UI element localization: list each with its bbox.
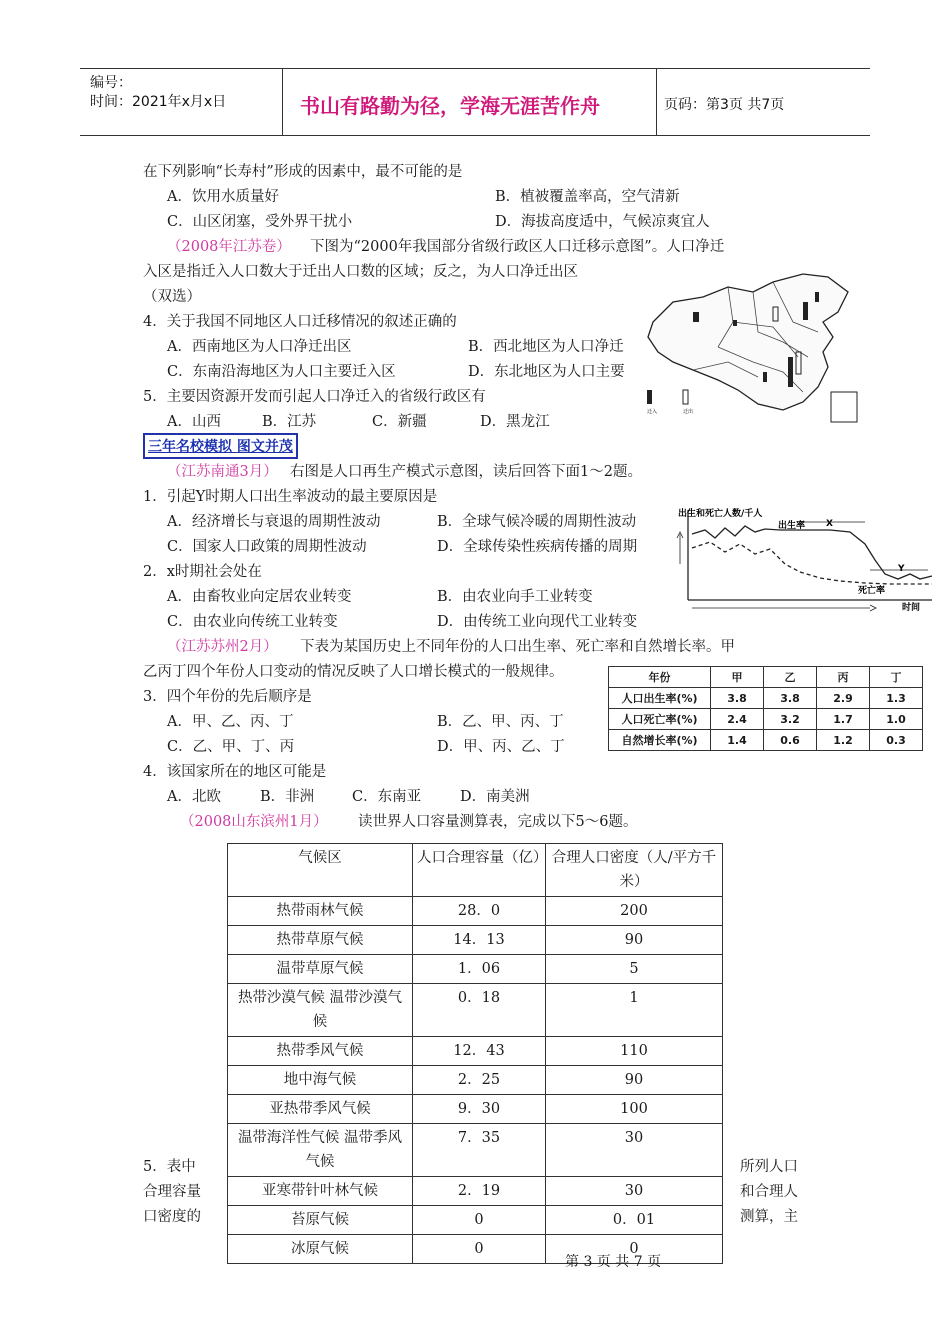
period-x-label: X (826, 519, 833, 529)
option-c: C．东南沿海地区为人口主要迁入区 (167, 364, 396, 380)
table-cell: 2.4 (711, 709, 764, 730)
demographic-table (608, 666, 923, 751)
question-stem: 在下列影响“长寿村”形成的因素中，最不可能的是 (143, 164, 463, 180)
table-cell: 1.0 (870, 709, 923, 730)
table-cell: 自然增长率(%) (609, 730, 711, 751)
option-d: D．南美洲 (460, 789, 530, 805)
option-b: B．全球气候冷暖的周期性波动 (437, 514, 637, 530)
table-cell: 30 (546, 1124, 723, 1177)
page-label: 页码：第3页 共7页 (664, 97, 785, 113)
source-label: （2008年江苏卷） (167, 239, 291, 255)
question-fragment: 和合理人 (740, 1184, 798, 1200)
table-row (609, 688, 923, 709)
table-cell: 200 (546, 897, 723, 926)
option-a: A．西南地区为人口净迁出区 (167, 339, 352, 355)
source-label: （江苏苏州2月） (167, 639, 278, 655)
birth-rate-label: 出生率 (778, 521, 806, 531)
table-cell: 0．18 (413, 984, 546, 1037)
table-cell: 0 (413, 1206, 546, 1235)
source-label: （江苏南通3月） (167, 464, 278, 480)
table-cell: 5 (546, 955, 723, 984)
table-cell: 0．01 (546, 1206, 723, 1235)
table-cell: 1.2 (817, 730, 870, 751)
table-cell: 1.3 (870, 688, 923, 709)
option-a: A．甲、乙、丙、丁 (167, 714, 294, 730)
table-cell: 1.4 (711, 730, 764, 751)
legend-in-label: 迁入 (647, 409, 658, 415)
table-cell: 温带海洋性气候 温带季风气候 (228, 1124, 413, 1177)
question-fragment: 5．表中 (143, 1159, 196, 1175)
option-b: B．江苏 (262, 414, 317, 430)
table-row (228, 897, 723, 926)
table-header-cell: 气候区 (228, 844, 413, 897)
table-header-cell: 人口合理容量（亿） (413, 844, 546, 897)
question-stem: 2．x时期社会处在 (143, 564, 262, 580)
table-cell: 1 (546, 984, 723, 1037)
table-cell: 90 (546, 1066, 723, 1095)
intro-text: 下图为“2000年我国部分省级行政区人口迁移示意图”。人口净迁 (310, 239, 725, 255)
header-top-rule (80, 68, 870, 69)
table-cell: 冰原气候 (228, 1235, 413, 1264)
intro-text: 入区是指迁入人口数大于迁出人口数的区域；反之，为人口净迁出区 (143, 264, 578, 280)
intro-text: （双选） (143, 289, 201, 305)
table-cell: 0 (546, 1235, 723, 1264)
table-cell: 14．13 (413, 926, 546, 955)
table-cell: 28．0 (413, 897, 546, 926)
question-stem: 4．该国家所在的地区可能是 (143, 764, 327, 780)
table-cell: 1.7 (817, 709, 870, 730)
option-c: C．乙、甲、丁、丙 (167, 739, 295, 755)
table-cell: 亚热带季风气候 (228, 1095, 413, 1124)
table-header-cell: 乙 (764, 667, 817, 688)
table-cell: 100 (546, 1095, 723, 1124)
option-b: B．由农业向手工业转变 (437, 589, 593, 605)
table-cell: 0.3 (870, 730, 923, 751)
table-cell: 0.6 (764, 730, 817, 751)
option-d: D．海拔高度适中，气候凉爽宜人 (495, 214, 710, 230)
table-header-cell: 合理人口密度（人/平方千米） (546, 844, 723, 897)
table-cell: 110 (546, 1037, 723, 1066)
china-migration-map (633, 262, 865, 427)
option-c: C．山区闭塞，受外界干扰小 (167, 214, 353, 230)
section-title: 三年名校模拟 图文并茂 (143, 433, 298, 459)
option-a: A．山西 (167, 414, 221, 430)
table-cell: 30 (546, 1177, 723, 1206)
intro-text: 乙丙丁四个年份人口变动的情况反映了人口增长模式的一般规律。 (143, 664, 564, 680)
table-cell: 90 (546, 926, 723, 955)
table-header-row (228, 844, 723, 897)
table-cell: 2．25 (413, 1066, 546, 1095)
serial-label: 编号： (90, 75, 132, 91)
table-row (228, 1095, 723, 1124)
table-row (228, 984, 723, 1037)
table-cell: 人口死亡率(%) (609, 709, 711, 730)
option-c: C．国家人口政策的周期性波动 (167, 539, 367, 555)
table-cell: 热带沙漠气候 温带沙漠气候 (228, 984, 413, 1037)
option-b: B．西北地区为人口净迁 (468, 339, 624, 355)
table-cell: 3.2 (764, 709, 817, 730)
option-a: A．经济增长与衰退的周期性波动 (167, 514, 381, 530)
time-label: 时间：2021年x月x日 (90, 94, 227, 110)
legend-in-swatch (647, 390, 652, 404)
question-stem: 4．关于我国不同地区人口迁移情况的叙述正确的 (143, 314, 457, 330)
table-header-cell: 甲 (711, 667, 764, 688)
question-fragment: 测算，主 (740, 1209, 798, 1225)
table-cell: 热带草原气候 (228, 926, 413, 955)
table-row (228, 1177, 723, 1206)
table-cell: 温带草原气候 (228, 955, 413, 984)
question-fragment: 合理容量 (143, 1184, 201, 1200)
capacity-table (227, 843, 723, 1264)
table-header-cell: 丁 (870, 667, 923, 688)
table-cell: 12．43 (413, 1037, 546, 1066)
option-b: B．乙、甲、丙、丁 (437, 714, 564, 730)
question-stem: 3．四个年份的先后顺序是 (143, 689, 312, 705)
option-c: C．东南亚 (352, 789, 422, 805)
table-cell: 3.8 (764, 688, 817, 709)
table-row (609, 709, 923, 730)
intro-text: 下表为某国历史上不同年份的人口出生率、死亡率和自然增长率。甲 (300, 639, 735, 655)
chart-ylabel: 出生和死亡人数/千人 (678, 509, 763, 519)
period-y-label: Y (898, 564, 905, 574)
option-d: D．由传统工业向现代工业转变 (437, 614, 638, 630)
table-cell: 人口出生率(%) (609, 688, 711, 709)
table-row (228, 1206, 723, 1235)
table-row (228, 955, 723, 984)
death-rate-label: 死亡率 (858, 586, 886, 596)
option-d: D．东北地区为人口主要 (468, 364, 625, 380)
header-motto: 书山有路勤为径，学海无涯苦作舟 (300, 94, 600, 118)
table-cell: 亚寒带针叶林气候 (228, 1177, 413, 1206)
question-stem: 1．引起Y时期人口出生率波动的最主要原因是 (143, 489, 438, 505)
table-row (228, 1037, 723, 1066)
intro-text: 读世界人口容量测算表，完成以下5～6题。 (358, 814, 638, 830)
option-a: A．由畜牧业向定居农业转变 (167, 589, 352, 605)
source-label: （2008山东滨州1月） (180, 814, 328, 830)
page-footer: 第 3 页 共 7 页 (565, 1254, 662, 1270)
table-header-cell: 丙 (817, 667, 870, 688)
question-fragment: 口密度的 (143, 1209, 201, 1225)
option-d: D．全球传染性疾病传播的周期 (437, 539, 638, 555)
intro-text: 右图是人口再生产模式示意图，读后回答下面1～2题。 (290, 464, 642, 480)
question-stem: 5．主要因资源开发而引起人口净迁入的省级行政区有 (143, 389, 486, 405)
table-cell: 7．35 (413, 1124, 546, 1177)
header-bottom-rule (80, 135, 870, 136)
chart-xlabel: 时间 (902, 603, 921, 613)
option-c: C．由农业向传统工业转变 (167, 614, 338, 630)
table-cell: 苔原气候 (228, 1206, 413, 1235)
option-a: A．北欧 (167, 789, 221, 805)
table-cell: 0 (413, 1235, 546, 1264)
option-a: A．饮用水质量好 (167, 189, 279, 205)
table-cell: 地中海气候 (228, 1066, 413, 1095)
table-header-cell: 年份 (609, 667, 711, 688)
table-cell: 3.8 (711, 688, 764, 709)
option-d: D．黑龙江 (480, 414, 550, 430)
table-row (228, 1124, 723, 1177)
table-cell: 热带雨林气候 (228, 897, 413, 926)
table-row (228, 1066, 723, 1095)
population-chart (670, 504, 938, 614)
table-cell: 1．06 (413, 955, 546, 984)
header-divider (282, 68, 283, 135)
header-divider (656, 68, 657, 135)
table-row (228, 926, 723, 955)
option-b: B．植被覆盖率高，空气清新 (495, 189, 680, 205)
table-cell: 2.9 (817, 688, 870, 709)
table-cell: 2．19 (413, 1177, 546, 1206)
table-header-row (609, 667, 923, 688)
option-c: C．新疆 (372, 414, 427, 430)
option-b: B．非洲 (260, 789, 315, 805)
table-cell: 热带季风气候 (228, 1037, 413, 1066)
option-d: D．甲、丙、乙、丁 (437, 739, 565, 755)
table-cell: 9．30 (413, 1095, 546, 1124)
question-fragment: 所列人口 (740, 1159, 798, 1175)
table-row (609, 730, 923, 751)
legend-out-label: 迁出 (683, 409, 694, 415)
